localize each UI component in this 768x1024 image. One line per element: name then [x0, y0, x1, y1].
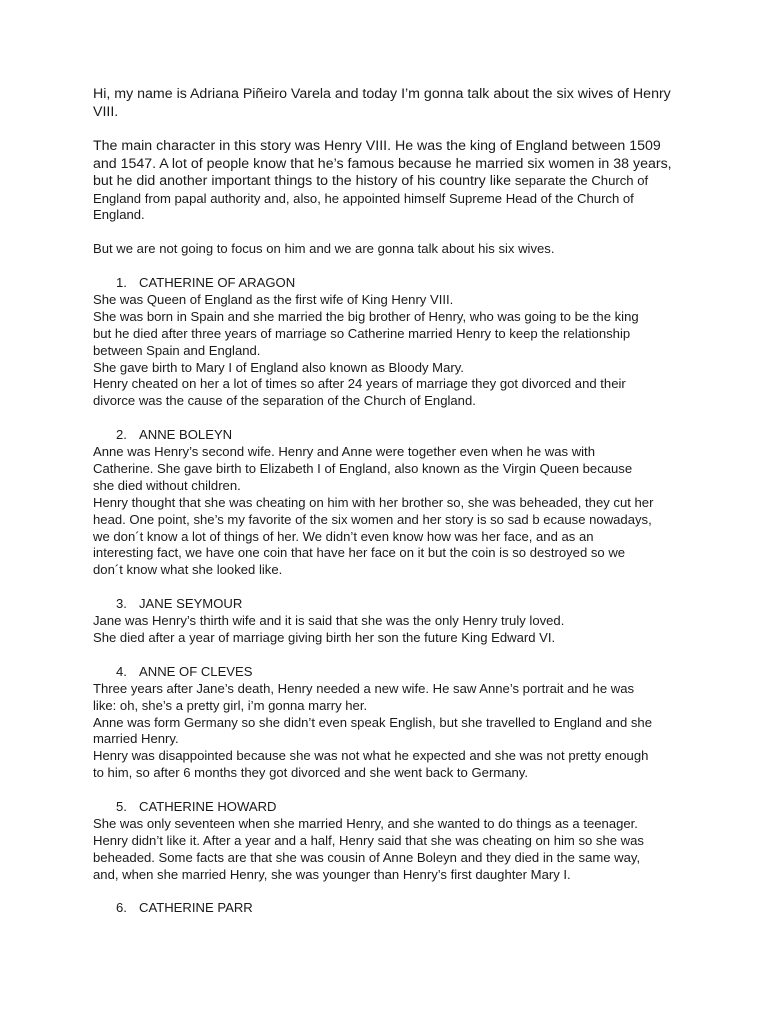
wife-line: She was only seventeen when she married Henry, and she wanted to do things as a teenager. [93, 815, 638, 831]
paragraph-spacer [93, 782, 683, 799]
wife-line: married Henry. [93, 731, 179, 747]
wife-line: we don´t know a lot of things of her. We didn’t even know how was her face, and as an [93, 528, 594, 544]
paragraph-line-mixed [93, 173, 683, 191]
focus-paragraph [93, 241, 683, 258]
list-number: 1. [116, 275, 127, 290]
wife-heading [93, 664, 683, 681]
wife-section [93, 275, 683, 410]
wife-line: She was Queen of England as the first wife of King Henry VIII. [93, 291, 454, 307]
list-number: 6. [116, 900, 127, 916]
intro-line: VIII. [93, 103, 119, 120]
list-number: 5. [116, 799, 127, 815]
paragraph-line: But we are not going to focus on him and we are gonna talk about his six wives. [93, 241, 555, 257]
wife-line: Catherine. She gave birth to Elizabeth I of England, also known as the Virgin Queen because [93, 460, 633, 476]
wife-line: interesting fact, we have one coin that have her face on it but the coin is so destroyed so we [93, 545, 626, 561]
wife-line: Three years after Jane’s death, Henry needed a new wife. He saw Anne’s portrait and he was [93, 680, 635, 696]
main-character-paragraph [93, 138, 683, 224]
paragraph-line: England. [93, 207, 145, 223]
paragraph-line: The main character in this story was Henry VIII. He was the king of England between 1509 [93, 138, 661, 154]
wife-line: She died after a year of marriage giving birth her son the future King Edward VI. [93, 630, 556, 645]
wife-name: ANNE OF CLEVES [139, 663, 253, 679]
wife-line: Henry thought that she was cheating on him with her brother so, she was beheaded, they cut her [93, 494, 654, 510]
wife-line: Henry cheated on her a lot of times so after 24 years of marriage they got divorced and their [93, 376, 626, 392]
intro-paragraph [93, 86, 683, 121]
wife-line: Anne was form Germany so she didn’t even speak English, but she travelled to England and she [93, 714, 652, 730]
paragraph-spacer [93, 121, 683, 138]
paragraph-spacer [93, 258, 683, 275]
wife-name: CATHERINE OF ARAGON [139, 275, 296, 290]
wife-line: Anne was Henry’s second wife. Henry and Anne were together even when he was with [93, 444, 595, 460]
wife-heading [93, 799, 683, 816]
wife-line: to him, so after 6 months they got divorced and she went back to Germany. [93, 765, 528, 781]
wife-line: divorce was the cause of the separation of the Church of England. [93, 393, 476, 409]
wife-heading [93, 596, 683, 613]
paragraph-line: and 1547. A lot of people know that he’s famous because he married six women in 38 years, [93, 155, 672, 172]
list-number: 3. [116, 596, 127, 612]
wife-line: beheaded. Some facts are that she was cousin of Anne Boleyn and they died in the same way, [93, 849, 641, 865]
wife-line: Henry didn’t like it. After a year and a half, Henry said that she was cheating on him so she was [93, 832, 644, 848]
wife-line: between Spain and England. [93, 342, 261, 358]
intro-line: Hi, my name is Adriana Piñeiro Varela and today I’m gonna talk about the six wives of Henry [93, 86, 671, 102]
mixed-line-large-text: but he did another important things to the history of his country like [93, 173, 515, 189]
wife-line: don´t know what she looked like. [93, 562, 283, 578]
wife-name: ANNE BOLEYN [139, 427, 233, 443]
wife-line: She was born in Spain and she married the big brother of Henry, who was going to be the king [93, 308, 639, 324]
wife-section [93, 900, 683, 917]
wife-section [93, 427, 683, 579]
wife-name: CATHERINE HOWARD [139, 799, 277, 815]
wife-heading [93, 427, 683, 444]
wife-line: she died without children. [93, 477, 241, 493]
wife-line: Henry was disappointed because she was not what he expected and she was not pretty enough [93, 748, 649, 764]
paragraph-spacer [93, 884, 683, 901]
paragraph-spacer [93, 647, 683, 664]
wife-name: CATHERINE PARR [139, 900, 253, 916]
wife-section [93, 664, 683, 782]
document-body [93, 86, 683, 917]
wife-line: like: oh, she’s a pretty girl, i’m gonna marry her. [93, 697, 368, 713]
paragraph-spacer [93, 579, 683, 596]
paragraph-spacer [93, 410, 683, 427]
wife-line: She gave birth to Mary I of England also known as Bloody Mary. [93, 359, 464, 375]
mixed-line-small-text: separate the Church of [514, 173, 649, 188]
paragraph-line: England from papal authority and, also, he appointed himself Supreme Head of the Church of [93, 190, 634, 206]
wife-section [93, 799, 683, 884]
wife-line: Jane was Henry’s thirth wife and it is said that she was the only Henry truly loved. [93, 613, 565, 629]
wife-line: head. One point, she’s my favorite of the six women and her story is so sad b ecause nowadays, [93, 511, 652, 527]
wife-line: and, when she married Henry, she was younger than Henry’s first daughter Mary I. [93, 866, 571, 882]
wife-heading [93, 275, 683, 292]
wife-line: but he died after three years of marriage so Catherine married Henry to keep the relationship [93, 325, 631, 341]
list-number: 4. [116, 663, 127, 679]
wife-section [93, 596, 683, 647]
wife-heading [93, 900, 683, 917]
paragraph-spacer [93, 224, 683, 241]
list-number: 2. [116, 427, 127, 443]
wife-name: JANE SEYMOUR [139, 596, 243, 612]
